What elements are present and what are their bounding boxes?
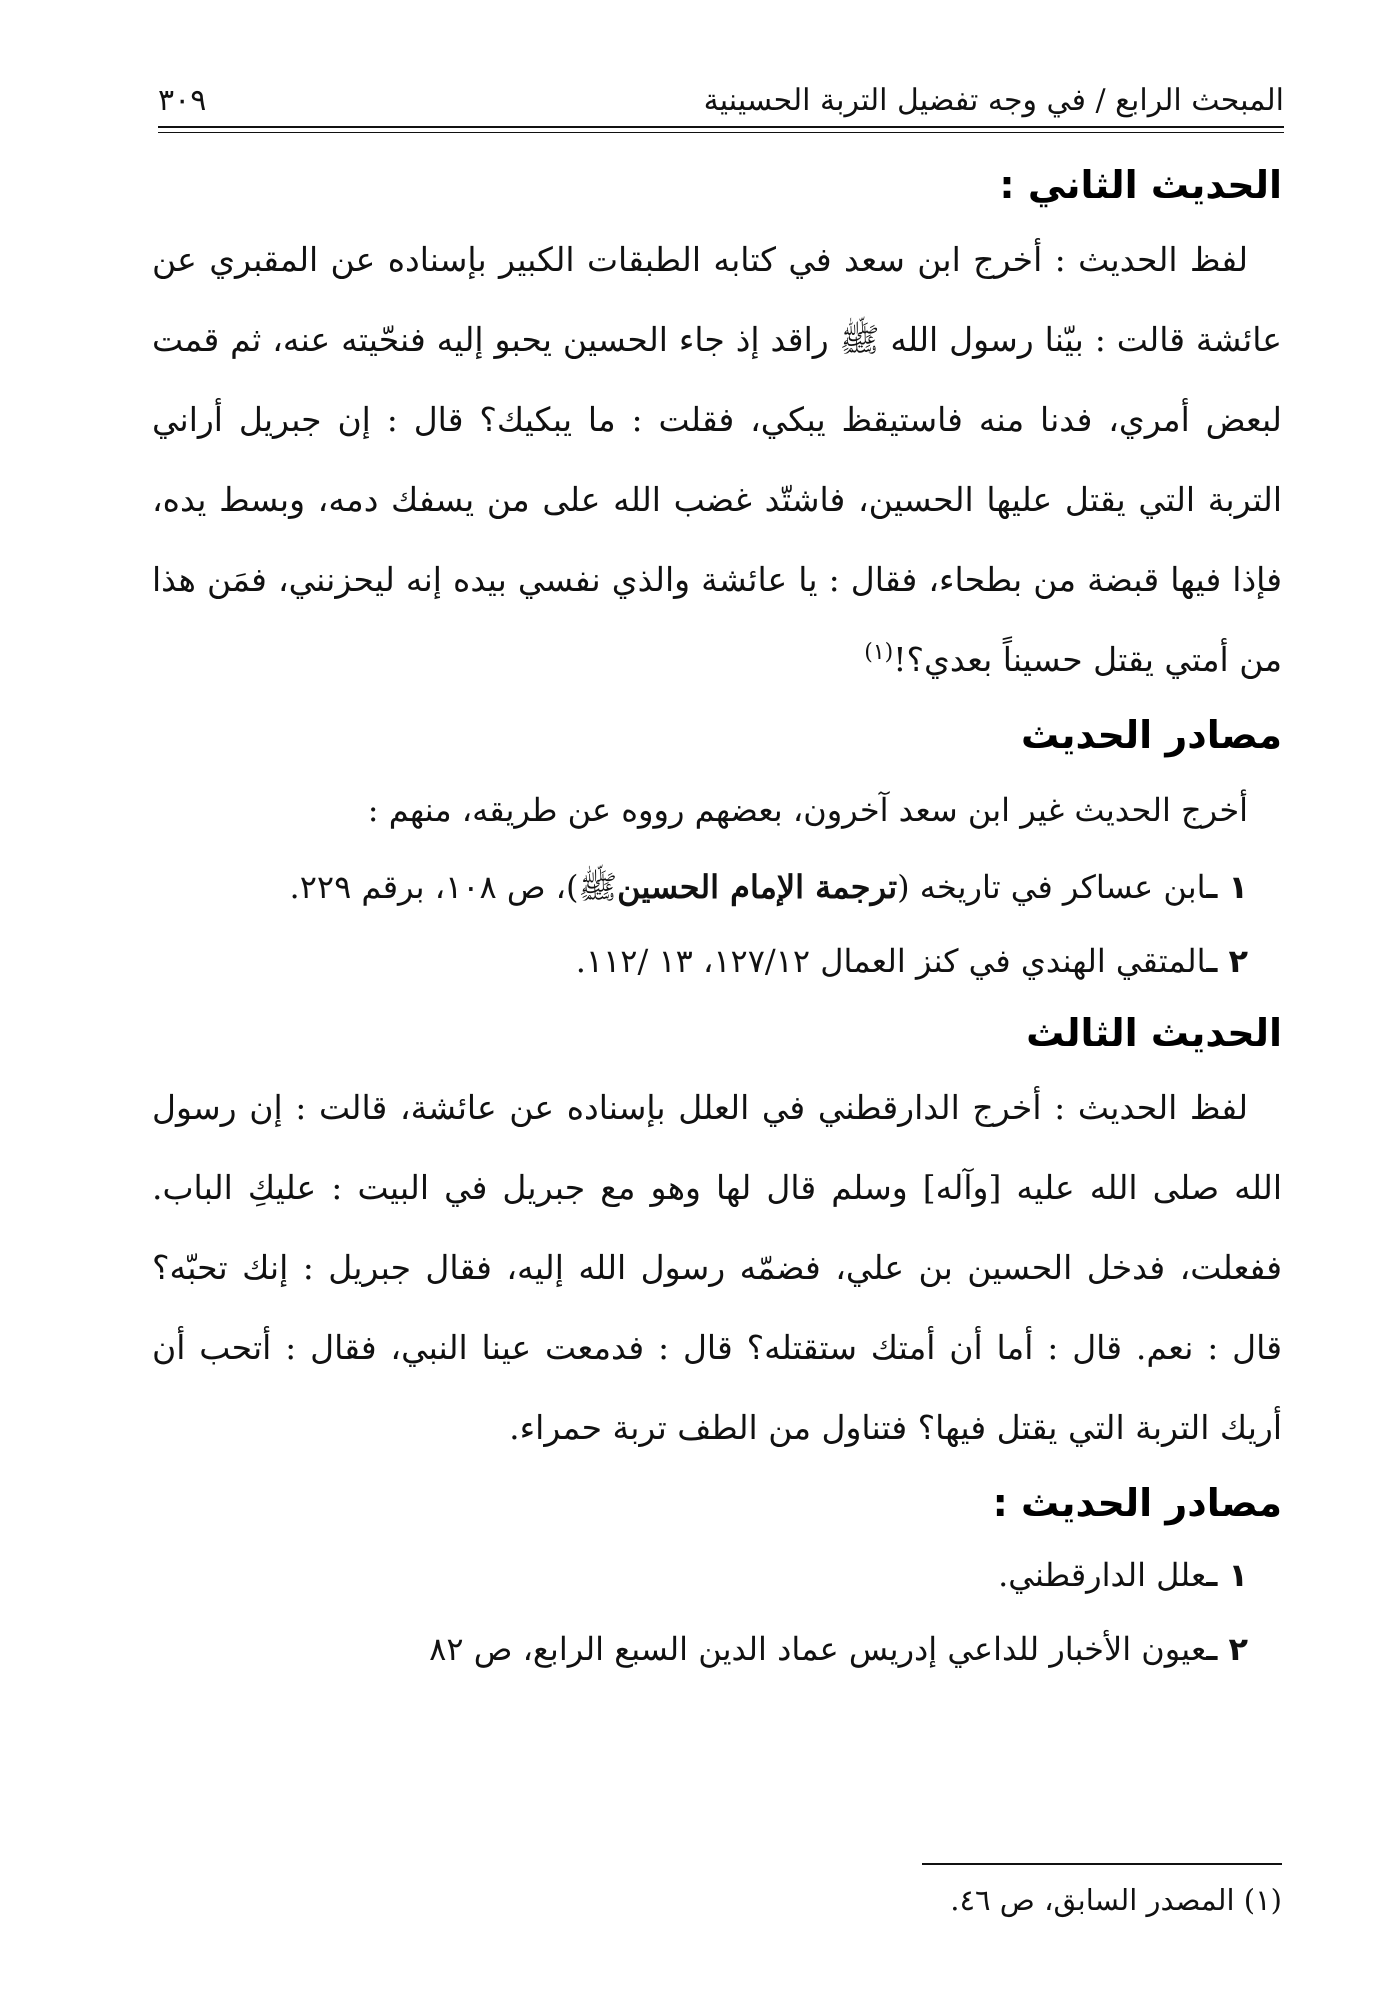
source-text-post: ﷺ)، ص ١٠٨، برقم ٢٢٩. (289, 868, 618, 906)
list-item (152, 924, 1282, 998)
running-header (158, 78, 1284, 122)
main-text (152, 150, 1282, 1686)
source-text: عيون الأخبار للداعي إدريس عماد الدين السبع الرابع، ص ٨٢ (429, 1630, 1207, 1668)
hadith2-sources-heading: مصادر الحديث (1021, 713, 1282, 757)
hadith3-heading: الحديث الثالث (1026, 1011, 1282, 1055)
header-rule-thin (158, 132, 1284, 133)
hadith3-sources-heading: مصادر الحديث : (992, 1481, 1282, 1525)
source-text: علل الدارقطني. (998, 1556, 1207, 1594)
page-number: ٣٠٩ (158, 82, 207, 118)
list-number: ١ ـ (1206, 868, 1248, 906)
source-text: ابن عساكر في تاريخه ( (897, 868, 1207, 906)
header-rule (158, 126, 1284, 128)
hadith2-text (152, 220, 1282, 700)
footnote-ref: (١) (864, 640, 894, 665)
hadith2-text-body: لفظ الحديث : أخرج ابن سعد في كتابه الطبقات الكبير بإسناده عن المقبري عن عائشة قالت : بيّنا رسول الله ﷺ راقد إذ جاء الحسين يحبو إليه فنحّيته عنه، ثم قمت لبعض أمري، فدنا منه فاستيقظ يبكي، فقلت : ما يبكيك؟ قال : إن جبريل أراني التربة التي يقتل عليها الحسين، فاشتّد غضب الله على من يسفك دمه، وبسط يده، فإذا فيها قبضة من بطحاء، فقال : يا عائشة والذي نفسي بيده إنه ليحزنني، فمَن هذا من أمتي يقتل حسيناً بعدي؟! (152, 240, 1282, 679)
footnote: (١) المصدر السابق، ص ٤٦. (950, 1883, 1282, 1917)
hadith3-sources-list (152, 1538, 1282, 1686)
hadith2-sources-list (152, 850, 1282, 998)
hadith3-text: لفظ الحديث : أخرج الدارقطني في العلل بإسناده عن عائشة، قالت : إن رسول الله صلى الله عليه [وآله] وسلم قال لها وهو مع جبريل في البيت : عليكِ الباب. ففعلت، فدخل الحسين بن علي، فضمّه رسول الله إليه، فقال جبريل : إنك تحبّه؟ قال : نعم. قال : أما أن أمتك ستقتله؟ قال : فدمعت عينا النبي، فقال : أتحب أن أريك التربة التي يقتل فيها؟ فتناول من الطف تربة حمراء. (152, 1088, 1282, 1447)
source-text: المتقي الهندي في كنز العمال ١٢٧/١٢، ١٣ /١١٢. (575, 942, 1207, 980)
hadith2-heading: الحديث الثاني : (999, 163, 1282, 207)
footnote-rule (922, 1863, 1282, 1865)
list-item (152, 1538, 1282, 1612)
list-item (152, 850, 1282, 924)
source-title: ترجمة الإمام الحسين (617, 868, 898, 906)
list-number: ١ ـ (1206, 1556, 1248, 1594)
header-title: المبحث الرابع / في وجه تفضيل التربة الحسينية (703, 82, 1284, 118)
list-number: ٢ ـ (1206, 1630, 1248, 1668)
list-item (152, 1612, 1282, 1686)
list-number: ٢ ـ (1206, 942, 1248, 980)
hadith2-sources-intro: أخرج الحديث غير ابن سعد آخرون، بعضهم رووه عن طريقه، منهم : (367, 791, 1248, 829)
